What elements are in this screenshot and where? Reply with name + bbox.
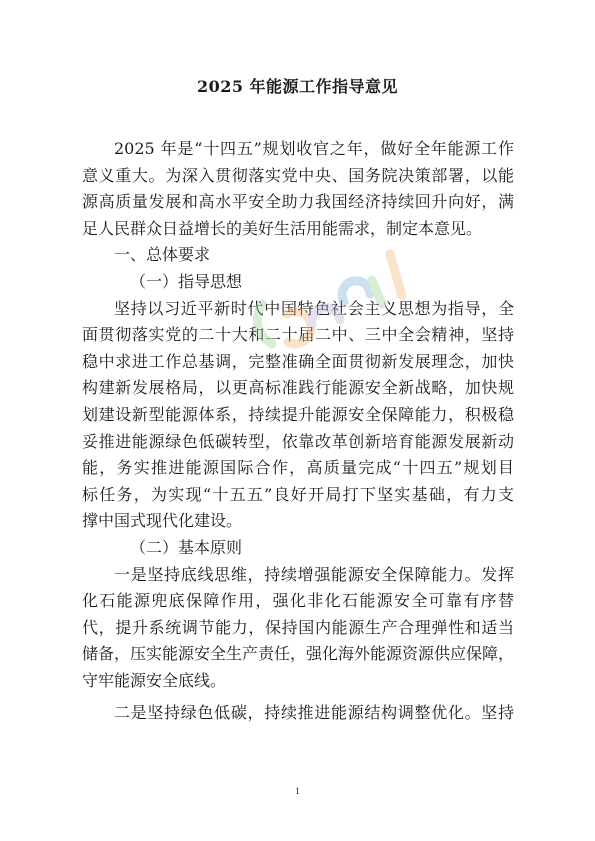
paragraph-line: 划建设新型能源体系，持续提升能源安全保障能力，积极稳 [82, 404, 514, 424]
paragraph-line: 撑中国式现代化建设。 [82, 511, 243, 531]
document-body [82, 136, 514, 727]
paragraph-line: 稳中求进工作总基调，完整准确全面贯彻新发展理念，加快 [82, 351, 514, 371]
subsection-heading: （一）指导思想 [130, 271, 243, 291]
paragraph-line: 代，提升系统调节能力，保持国内能源生产合理弹性和适当 [82, 617, 514, 637]
paragraph-line: 源高质量发展和高水平安全助力我国经济持续回升向好，满 [82, 192, 514, 212]
paragraph-line: 妥推进能源绿色低碳转型，依靠改革创新培育能源发展新动 [82, 431, 514, 451]
paragraph-line: 坚持以习近平新时代中国特色社会主义思想为指导，全 [114, 298, 514, 318]
paragraph-line: 守牢能源安全底线。 [82, 670, 227, 690]
paragraph-line: 标任务，为实现“十五五”良好开局打下坚实基础，有力支 [82, 484, 514, 504]
section-heading: 一、总体要求 [114, 245, 211, 265]
paragraph-line: 能，务实推进能源国际合作，高质量完成“十四五”规划目 [82, 458, 514, 478]
paragraph-line: 化石能源兜底保障作用，强化非化石能源安全可靠有序替 [82, 591, 514, 611]
paragraph-line: 储备，压实能源安全生产责任，强化海外能源资源供应保障， [82, 644, 515, 664]
paragraph-line: 2025 年是“十四五”规划收官之年，做好全年能源工作 [114, 139, 514, 158]
paragraph-line: 一是坚持底线思维，持续增强能源安全保障能力。发挥 [114, 564, 514, 584]
paragraph-line: 足人民群众日益增长的美好生活用能需求，制定本意见。 [82, 218, 483, 238]
paragraph-line: 意义重大。为深入贯彻落实党中央、国务院决策部署，以能 [82, 165, 514, 185]
document-title: 2025 年能源工作指导意见 [196, 77, 399, 96]
page-number: 1 [295, 786, 300, 796]
paragraph-line: 构建新发展格局，以更高标准践行能源安全新战略，加快规 [82, 378, 514, 398]
paragraph-line: 面贯彻落实党的二十大和二十届二中、三中全会精神，坚持 [82, 325, 514, 345]
paragraph-line: 二是坚持绿色低碳，持续推进能源结构调整优化。坚持 [114, 703, 514, 723]
subsection-heading: （二）基本原则 [130, 537, 243, 557]
